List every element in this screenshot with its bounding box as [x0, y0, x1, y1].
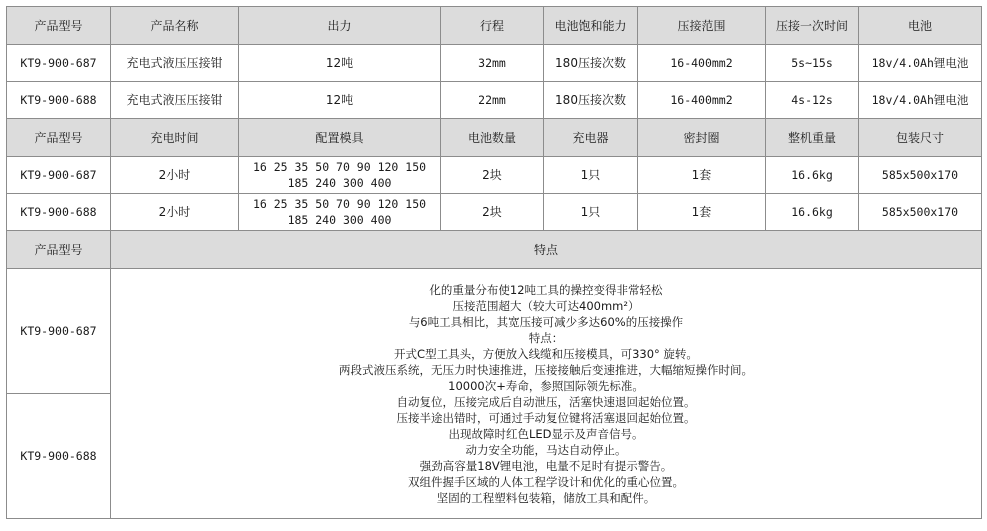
crimp-range-cell: 16-400mm2	[638, 82, 766, 119]
crimp-time-cell: 5s~15s	[766, 45, 859, 82]
feature-line: 压接半途出错时，可通过手动复位键将活塞退回起始位置。	[396, 410, 696, 425]
table-row	[7, 194, 982, 231]
spec-table	[6, 6, 982, 519]
package-size-cell: 585x500x170	[859, 157, 982, 194]
battery-qty-cell: 2块	[441, 194, 544, 231]
battery-cell: 18v/4.0Ah锂电池	[859, 82, 982, 119]
header-model: 产品型号	[7, 7, 111, 45]
charge-time-cell: 2小时	[111, 194, 239, 231]
header-battery: 电池	[859, 7, 982, 45]
header-stroke: 行程	[441, 7, 544, 45]
feature-line: 化的重量分布使12吨工具的操控变得非常轻松	[429, 282, 663, 297]
header-weight: 整机重量	[766, 119, 859, 157]
feature-line: 开式C型工具头，方便放入线缆和压接模具，可330° 旋转。	[394, 346, 698, 361]
stroke-cell: 32mm	[441, 45, 544, 82]
charge-time-cell: 2小时	[111, 157, 239, 194]
crimp-range-cell: 16-400mm2	[638, 45, 766, 82]
battery-capacity-cell: 180压接次数	[544, 82, 638, 119]
header-charge-time: 充电时间	[111, 119, 239, 157]
dies-cell	[239, 194, 441, 231]
header-battery-capacity: 电池饱和能力	[544, 7, 638, 45]
dies-line: 185 240 300 400	[287, 176, 392, 190]
dies-cell	[239, 157, 441, 194]
header-dies: 配置模具	[239, 119, 441, 157]
table-row	[7, 157, 982, 194]
seal-cell: 1套	[638, 194, 766, 231]
charger-cell: 1只	[544, 157, 638, 194]
battery-cell: 18v/4.0Ah锂电池	[859, 45, 982, 82]
feature-line: 双组件握手区域的人体工程学设计和优化的重心位置。	[408, 474, 684, 489]
feature-line: 特点：	[528, 330, 564, 345]
header-output-force: 出力	[239, 7, 441, 45]
header-seal: 密封圈	[638, 119, 766, 157]
features-cell	[111, 269, 982, 519]
header-battery-qty: 电池数量	[441, 119, 544, 157]
header-features: 特点	[111, 231, 982, 269]
header-model: 产品型号	[7, 231, 111, 269]
table-row	[7, 82, 982, 119]
model-cell: KT9-900-687	[7, 269, 111, 394]
feature-line: 与6吨工具相比，其宽压接可减少多达60%的压接操作	[408, 314, 684, 329]
model-cell: KT9-900-688	[7, 194, 111, 231]
table-row	[7, 45, 982, 82]
output-force-cell: 12吨	[239, 45, 441, 82]
package-size-cell: 585x500x170	[859, 194, 982, 231]
model-cell: KT9-900-688	[7, 394, 111, 519]
table1-header-row	[7, 7, 982, 45]
header-crimp-time: 压接一次时间	[766, 7, 859, 45]
seal-cell: 1套	[638, 157, 766, 194]
crimp-time-cell: 4s-12s	[766, 82, 859, 119]
weight-cell: 16.6kg	[766, 194, 859, 231]
model-cell: KT9-900-687	[7, 45, 111, 82]
feature-line: 强劲高容量18V锂电池，电量不足时有提示警告。	[419, 458, 673, 473]
charger-cell: 1只	[544, 194, 638, 231]
weight-cell: 16.6kg	[766, 157, 859, 194]
feature-line: 10000次+寿命，参照国际领先标准。	[448, 378, 644, 393]
battery-capacity-cell: 180压接次数	[544, 45, 638, 82]
product-name-cell: 充电式液压压接钳	[111, 82, 239, 119]
feature-line: 动力安全功能，马达自动停止。	[465, 442, 627, 457]
feature-line: 压接范围超大（较大可达400mm²）	[452, 298, 640, 313]
feature-line: 两段式液压系统，无压力时快速推进，压接接触后变速推进，大幅缩短操作时间。	[339, 362, 753, 377]
header-crimp-range: 压接范围	[638, 7, 766, 45]
header-model: 产品型号	[7, 119, 111, 157]
model-cell: KT9-900-687	[7, 157, 111, 194]
feature-line: 坚固的工程塑料包装箱，储放工具和配件。	[436, 490, 656, 505]
product-name-cell: 充电式液压压接钳	[111, 45, 239, 82]
model-cell: KT9-900-688	[7, 82, 111, 119]
battery-qty-cell: 2块	[441, 157, 544, 194]
dies-line: 16 25 35 50 70 90 120 150	[252, 197, 427, 211]
table3-header-row	[7, 231, 982, 269]
table2-header-row	[7, 119, 982, 157]
header-product-name: 产品名称	[111, 7, 239, 45]
feature-line: 出现故障时红色LED显示及声音信号。	[448, 426, 644, 441]
feature-line: 自动复位，压接完成后自动泄压，活塞快速退回起始位置。	[396, 394, 696, 409]
header-charger: 充电器	[544, 119, 638, 157]
dies-line: 185 240 300 400	[287, 213, 392, 227]
dies-line: 16 25 35 50 70 90 120 150	[252, 160, 427, 174]
table-row	[7, 269, 982, 394]
header-package-size: 包装尺寸	[859, 119, 982, 157]
output-force-cell: 12吨	[239, 82, 441, 119]
stroke-cell: 22mm	[441, 82, 544, 119]
